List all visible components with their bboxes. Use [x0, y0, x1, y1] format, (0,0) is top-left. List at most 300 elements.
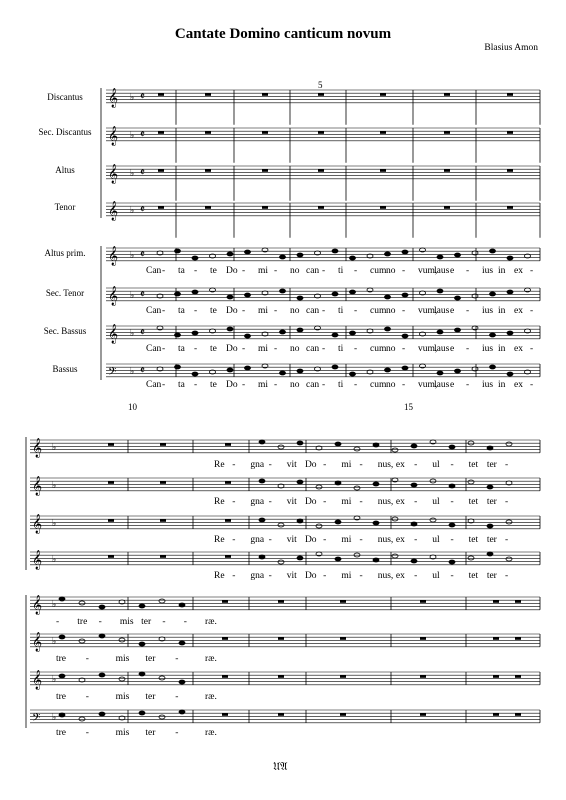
- note-sys1-6-16: [437, 330, 443, 334]
- lyric-sys2-v2-16: -: [505, 535, 509, 545]
- note-sys1-6-14: [402, 334, 408, 338]
- lyric-sys1-v3-0: Can: [146, 380, 162, 390]
- rest-sys1-0-3: [318, 93, 324, 96]
- note-sys2-2-12: [487, 524, 493, 528]
- rest-sys3-0-5: [515, 600, 521, 603]
- lyric-sys2-v2-13: -: [450, 535, 454, 545]
- note-sys1-6-1: [175, 333, 181, 337]
- lyric-sys1-v1-4: te: [210, 306, 217, 316]
- lyric-sys2-v3-3: -: [268, 571, 272, 581]
- note-sys2-0-10: [449, 445, 455, 449]
- time-sig-sys1-3: 𝄵: [140, 203, 145, 216]
- rest-sys1-3-0: [158, 206, 164, 209]
- lyric-sys1-v1-1: -: [162, 306, 166, 316]
- lyric-sys1-v1-12: ti: [338, 306, 344, 316]
- key-flat-sys3-3: ♭: [52, 713, 57, 723]
- rest-sys1-2-6: [507, 169, 513, 172]
- lyric-sys1-v0-11: -: [322, 266, 326, 276]
- lyric-sys2-v2-5: Do: [304, 535, 317, 545]
- clef-sys3-2: 𝄞: [32, 670, 43, 690]
- lyric-sys1-v0-15: no: [386, 266, 396, 276]
- rest-sys3-1-0: [222, 637, 228, 640]
- rest-sys1-0-0: [158, 93, 164, 96]
- rest-sys3-0-3: [420, 600, 426, 603]
- note-sys1-7-4: [227, 368, 233, 372]
- lyric-sys1-v3-22: in: [498, 380, 506, 390]
- note-sys1-5-13: [385, 295, 391, 299]
- lyric-sys2-v0-2: gna: [250, 460, 265, 470]
- note-sys3-3-1: [79, 717, 85, 721]
- rest-sys3-2-3: [420, 675, 426, 678]
- staff-sys1-3: [106, 203, 540, 216]
- rest-sys2-0-2: [225, 443, 231, 446]
- note-sys1-5-17: [455, 296, 461, 300]
- lyric-sys2-v2-3: -: [268, 535, 272, 545]
- rest-sys2-0-0: [108, 443, 114, 446]
- composer-name: Blasius Amon: [484, 43, 538, 53]
- lyric-sys1-v2-9: no: [290, 344, 300, 354]
- staff-sys1-7: [106, 364, 540, 377]
- staff-sys1-1: [106, 128, 540, 141]
- rest-sys3-0-0: [222, 600, 228, 603]
- lyric-sys2-v3-1: -: [232, 571, 236, 581]
- lyric-sys3-v0-4: ter: [141, 617, 152, 627]
- note-sys2-3-0: [259, 555, 265, 559]
- time-sig-sys1-5: 𝄵: [140, 288, 145, 301]
- rest-sys1-2-2: [262, 169, 268, 172]
- key-flat-sys2-3: ♭: [52, 555, 57, 565]
- lyric-sys3-v0-0: -: [56, 617, 60, 627]
- lyric-sys2-v2-6: -: [323, 535, 327, 545]
- clef-sys2-1: 𝄞: [32, 476, 43, 496]
- rest-sys1-3-2: [262, 206, 268, 209]
- lyric-sys1-v0-7: mi: [258, 266, 269, 276]
- note-sys1-6-17: [455, 328, 461, 332]
- lyric-sys2-v1-5: Do: [304, 497, 317, 507]
- rest-sys2-1-2: [225, 481, 231, 484]
- lyric-sys1-v1-16: -: [402, 306, 406, 316]
- rest-sys1-2-0: [158, 169, 164, 172]
- note-sys3-2-5: [159, 676, 165, 680]
- lyric-sys2-v0-10: ex: [395, 460, 405, 470]
- voice-label-altus-prim: Altus prim.: [44, 248, 86, 258]
- rest-sys2-2-0: [108, 519, 114, 522]
- lyric-sys1-v1-5: Do: [226, 306, 238, 316]
- note-sys3-2-2: [99, 673, 105, 677]
- lyric-sys1-v1-6: -: [242, 306, 246, 316]
- note-sys2-1-10: [449, 484, 455, 488]
- lyric-sys3-v0-7: ræ.: [205, 617, 217, 627]
- staff-sys1-6: [106, 326, 540, 339]
- lyric-sys1-v1-7: mi: [258, 306, 269, 316]
- publisher-logo-text: 𝔘𝔄: [273, 760, 288, 773]
- rest-sys3-2-5: [515, 675, 521, 678]
- lyric-sys1-v0-24: -: [530, 266, 534, 276]
- clef-sys2-2: 𝄞: [32, 514, 43, 534]
- rest-sys3-3-5: [515, 713, 521, 716]
- voice-label-sec-tenor: Sec. Tenor: [45, 288, 85, 298]
- note-sys2-3-1: [278, 560, 284, 564]
- note-sys1-5-8: [297, 296, 303, 300]
- lyric-sys1-v1-8: -: [274, 306, 278, 316]
- key-flat-sys1-2: ♭: [130, 169, 135, 179]
- lyric-sys1-v1-17: vum,: [418, 306, 438, 316]
- rest-sys3-0-4: [493, 600, 499, 603]
- note-sys3-0-2: [99, 605, 105, 609]
- lyric-sys1-v2-22: in: [498, 344, 506, 354]
- note-sys2-1-2: [297, 480, 303, 484]
- lyric-sys1-v1-20: -: [466, 306, 470, 316]
- rest-sys3-2-1: [278, 675, 284, 678]
- note-sys2-2-0: [259, 518, 265, 522]
- clef-sys1-6: 𝄞: [108, 324, 119, 344]
- lyric-sys1-v1-19: e: [450, 306, 455, 316]
- note-sys1-6-8: [297, 328, 303, 332]
- lyric-sys1-v2-21: ius: [482, 344, 494, 354]
- lyric-sys2-v3-15: ter: [486, 571, 497, 581]
- lyric-sys3-v1-5: ræ.: [205, 654, 217, 664]
- lyric-sys1-v2-3: -: [194, 344, 198, 354]
- lyric-sys1-v0-0: Can: [146, 266, 162, 276]
- lyric-sys1-v0-16: -: [402, 266, 406, 276]
- lyric-sys2-v1-6: -: [323, 497, 327, 507]
- lyric-sys1-v2-12: ti: [338, 344, 344, 354]
- measure-number-5: 5: [318, 80, 323, 90]
- lyric-sys2-v3-7: mi: [341, 571, 352, 581]
- rest-sys3-2-4: [493, 675, 499, 678]
- lyric-sys1-v3-15: no: [386, 380, 396, 390]
- lyric-sys3-v3-4: -: [175, 728, 179, 738]
- note-sys2-0-2: [297, 441, 303, 445]
- lyric-sys1-v1-14: cum: [370, 306, 387, 316]
- note-sys3-0-4: [139, 604, 145, 608]
- lyric-sys1-v3-5: Do: [226, 380, 238, 390]
- lyric-sys1-v3-24: -: [530, 380, 534, 390]
- clef-sys2-0: 𝄞: [32, 438, 43, 458]
- note-sys1-5-2: [192, 290, 198, 294]
- note-sys2-2-3: [316, 524, 322, 528]
- lyric-sys2-v0-6: -: [323, 460, 327, 470]
- lyric-sys2-v2-14: tet: [468, 535, 479, 545]
- note-sys3-1-3: [119, 638, 125, 642]
- lyric-sys2-v0-3: -: [268, 460, 272, 470]
- note-sys3-1-2: [99, 634, 105, 638]
- note-sys3-3-0: [59, 713, 65, 717]
- rest-sys1-0-1: [205, 93, 211, 96]
- note-sys2-3-2: [297, 556, 303, 560]
- rest-sys2-2-2: [225, 519, 231, 522]
- time-sig-sys1-1: 𝄵: [140, 128, 145, 141]
- note-sys2-0-7: [392, 448, 398, 452]
- lyric-sys3-v1-3: ter: [145, 654, 156, 664]
- rest-sys1-0-6: [507, 93, 513, 96]
- lyric-sys3-v3-0: tre: [56, 728, 67, 738]
- voice-label-altus: Altus: [55, 165, 75, 175]
- clef-sys1-2: 𝄞: [108, 164, 119, 184]
- note-sys3-0-6: [179, 603, 185, 607]
- voice-label-sec-discantus: Sec. Discantus: [38, 127, 92, 137]
- publisher-logo: [273, 760, 287, 774]
- note-sys1-6-20: [507, 331, 513, 335]
- lyric-sys1-v1-15: no: [386, 306, 396, 316]
- staff-sys1-2: [106, 166, 540, 179]
- note-sys1-7-7: [280, 371, 286, 375]
- lyric-sys2-v2-10: ex: [395, 535, 405, 545]
- note-sys2-0-13: [506, 442, 512, 446]
- note-sys1-5-16: [437, 289, 443, 293]
- note-sys2-2-13: [506, 520, 512, 524]
- lyric-sys1-v1-3: -: [194, 306, 198, 316]
- rest-sys3-1-1: [278, 637, 284, 640]
- measure-number-15: 15: [404, 402, 413, 412]
- note-sys3-1-6: [179, 641, 185, 645]
- note-sys1-4-17: [455, 253, 461, 257]
- lyric-sys3-v3-2: mis: [115, 728, 130, 738]
- note-sys1-7-10: [332, 365, 338, 369]
- lyric-sys1-v0-23: ex: [514, 266, 523, 276]
- rest-sys1-3-5: [444, 206, 450, 209]
- rest-sys2-1-0: [108, 481, 114, 484]
- note-sys2-0-8: [411, 444, 417, 448]
- lyric-sys2-v1-10: ex: [395, 497, 405, 507]
- rest-sys1-1-4: [380, 131, 386, 134]
- lyric-sys1-v0-13: -: [354, 266, 358, 276]
- lyric-sys3-v0-6: -: [183, 617, 187, 627]
- lyric-sys1-v2-17: vum,: [418, 344, 438, 354]
- note-sys1-7-5: [245, 366, 251, 370]
- lyric-sys1-v2-13: -: [354, 344, 358, 354]
- note-sys1-6-10: [332, 333, 338, 337]
- note-sys2-1-12: [487, 485, 493, 489]
- time-sig-sys1-4: 𝄵: [140, 248, 145, 261]
- note-sys3-2-3: [119, 677, 125, 681]
- lyric-sys1-v3-20: -: [466, 380, 470, 390]
- note-sys1-7-2: [192, 372, 198, 376]
- staff-sys3-0: [30, 597, 540, 610]
- rest-sys3-3-1: [278, 713, 284, 716]
- rest-sys1-2-4: [380, 169, 386, 172]
- note-sys3-1-4: [139, 642, 145, 646]
- lyric-sys2-v1-2: gna: [250, 497, 265, 507]
- lyric-sys1-v0-4: te: [210, 266, 217, 276]
- lyric-sys2-v2-11: -: [414, 535, 418, 545]
- lyric-sys2-v2-1: -: [232, 535, 236, 545]
- staff-sys2-2: [30, 516, 540, 529]
- note-sys3-1-1: [79, 639, 85, 643]
- rest-sys1-1-5: [444, 131, 450, 134]
- note-sys1-7-16: [437, 371, 443, 375]
- lyric-sys1-v3-17: vum,: [418, 380, 438, 390]
- lyric-sys1-v2-6: -: [242, 344, 246, 354]
- voice-label-bassus: Bassus: [52, 364, 78, 374]
- lyric-sys2-v1-16: -: [505, 497, 509, 507]
- rest-sys2-3-0: [108, 555, 114, 558]
- lyric-sys3-v1-0: tre: [56, 654, 67, 664]
- note-sys2-3-4: [335, 557, 341, 561]
- rest-sys2-0-1: [160, 443, 166, 446]
- note-sys2-2-8: [411, 522, 417, 526]
- key-flat-sys1-6: ♭: [130, 329, 135, 339]
- note-sys1-5-7: [280, 289, 286, 293]
- rest-sys1-1-1: [205, 131, 211, 134]
- rest-sys1-3-6: [507, 206, 513, 209]
- clef-sys1-1: 𝄞: [108, 126, 119, 146]
- note-sys2-1-8: [411, 483, 417, 487]
- note-sys3-2-0: [59, 674, 65, 678]
- lyric-sys1-v1-13: -: [354, 306, 358, 316]
- lyric-sys2-v2-7: mi: [341, 535, 352, 545]
- note-sys1-7-17: [455, 369, 461, 373]
- note-sys1-6-11: [350, 331, 356, 335]
- note-sys1-5-11: [350, 290, 356, 294]
- lyric-sys1-v2-0: Can: [146, 344, 162, 354]
- lyric-sys2-v0-4: vit: [286, 460, 297, 470]
- note-sys2-1-11: [468, 480, 474, 484]
- lyric-sys1-v0-2: ta: [178, 266, 185, 276]
- rest-sys1-1-3: [318, 131, 324, 134]
- piece-title: Cantate Domino canticum novum: [174, 26, 392, 42]
- note-sys1-4-20: [507, 256, 513, 260]
- note-sys1-4-2: [192, 256, 198, 260]
- measure-number-10: 10: [128, 402, 137, 412]
- lyric-sys1-v2-10: can: [306, 344, 320, 354]
- lyric-sys2-v0-1: -: [232, 460, 236, 470]
- note-sys3-1-0: [59, 635, 65, 639]
- rest-sys3-0-1: [278, 600, 284, 603]
- lyric-sys1-v0-14: cum: [370, 266, 387, 276]
- lyric-sys3-v3-5: ræ.: [205, 728, 217, 738]
- note-sys3-0-5: [159, 599, 165, 603]
- lyric-sys2-v1-12: ul: [432, 497, 440, 507]
- clef-sys1-4: 𝄞: [108, 246, 119, 266]
- note-sys1-5-1: [175, 292, 181, 296]
- lyric-sys1-v0-3: -: [194, 266, 198, 276]
- note-sys3-3-6: [179, 710, 185, 714]
- staff-sys2-0: [30, 440, 540, 453]
- lyric-sys1-v0-12: ti: [338, 266, 344, 276]
- lyric-sys1-v1-2: ta: [178, 306, 185, 316]
- lyric-sys1-v3-4: te: [210, 380, 217, 390]
- rest-sys1-2-1: [205, 169, 211, 172]
- lyric-sys2-v0-8: -: [359, 460, 363, 470]
- lyric-sys3-v3-3: ter: [145, 728, 156, 738]
- lyric-sys1-v3-7: mi: [258, 380, 269, 390]
- lyric-sys2-v3-10: ex: [395, 571, 405, 581]
- lyric-sys2-v1-8: -: [359, 497, 363, 507]
- lyric-sys2-v0-7: mi: [341, 460, 352, 470]
- lyric-sys2-v3-8: -: [359, 571, 363, 581]
- note-sys1-7-11: [350, 372, 356, 376]
- lyric-sys2-v1-7: mi: [341, 497, 352, 507]
- rest-sys3-3-2: [340, 713, 346, 716]
- lyric-sys1-v2-24: -: [530, 344, 534, 354]
- lyric-sys1-v3-11: -: [322, 380, 326, 390]
- note-sys2-0-0: [259, 440, 265, 444]
- lyric-sys1-v2-5: Do: [226, 344, 238, 354]
- rest-sys3-1-4: [493, 637, 499, 640]
- note-sys1-6-7: [280, 330, 286, 334]
- lyric-sys3-v2-1: -: [85, 692, 89, 702]
- staff-sys3-1: [30, 634, 540, 647]
- lyric-sys1-v2-15: no: [386, 344, 396, 354]
- lyric-sys1-v3-23: ex: [514, 380, 523, 390]
- lyric-sys1-v3-3: -: [194, 380, 198, 390]
- lyric-sys2-v2-2: gna: [250, 535, 265, 545]
- note-sys2-1-6: [373, 482, 379, 486]
- lyric-sys3-v1-1: -: [85, 654, 89, 664]
- note-sys1-7-8: [297, 369, 303, 373]
- lyric-sys3-v2-3: ter: [145, 692, 156, 702]
- lyric-sys1-v2-14: cum: [370, 344, 387, 354]
- note-sys2-2-9: [430, 518, 436, 522]
- lyric-sys2-v1-11: -: [414, 497, 418, 507]
- lyric-sys1-v2-11: -: [322, 344, 326, 354]
- lyric-sys2-v3-4: vit: [286, 571, 297, 581]
- key-flat-sys2-2: ♭: [52, 519, 57, 529]
- lyric-sys2-v3-0: Re: [214, 571, 225, 581]
- note-sys2-2-1: [278, 523, 284, 527]
- time-sig-sys1-2: 𝄵: [140, 166, 145, 179]
- lyric-sys2-v1-4: vit: [286, 497, 297, 507]
- lyric-sys3-v2-2: mis: [115, 692, 130, 702]
- rest-sys1-0-5: [444, 93, 450, 96]
- note-sys1-6-19: [490, 333, 496, 337]
- note-sys1-5-5: [245, 293, 251, 297]
- key-flat-sys1-7: ♭: [130, 367, 135, 377]
- clef-sys1-7: 𝄢: [108, 366, 117, 381]
- note-sys1-4-8: [297, 253, 303, 257]
- note-sys1-4-1: [175, 249, 181, 253]
- note-sys1-4-7: [280, 255, 286, 259]
- voice-label-tenor: Tenor: [54, 202, 76, 212]
- note-sys2-2-4: [335, 520, 341, 524]
- lyric-sys1-v0-6: -: [242, 266, 246, 276]
- note-sys1-4-19: [490, 249, 496, 253]
- lyric-sys2-v2-15: ter: [486, 535, 497, 545]
- staff-sys3-2: [30, 672, 540, 685]
- key-flat-sys2-1: ♭: [52, 481, 57, 491]
- lyric-sys1-v2-18: laus: [434, 344, 450, 354]
- lyric-sys1-v3-6: -: [242, 380, 246, 390]
- note-sys1-6-5: [245, 334, 251, 338]
- lyric-sys1-v3-9: no: [290, 380, 300, 390]
- note-sys1-4-16: [437, 255, 443, 259]
- clef-sys1-3: 𝄞: [108, 201, 119, 221]
- lyric-sys2-v0-14: tet: [468, 460, 479, 470]
- lyric-sys2-v3-2: gna: [250, 571, 265, 581]
- lyric-sys1-v1-21: ius: [482, 306, 494, 316]
- note-sys2-0-5: [354, 447, 360, 451]
- lyric-sys3-v3-1: -: [85, 728, 89, 738]
- note-sys3-3-5: [159, 715, 165, 719]
- time-sig-sys1-0: 𝄵: [140, 90, 145, 103]
- note-sys1-4-13: [385, 252, 391, 256]
- note-sys3-3-2: [99, 712, 105, 716]
- time-sig-sys1-6: 𝄵: [140, 326, 145, 339]
- lyric-sys1-v0-10: can: [306, 266, 320, 276]
- key-flat-sys3-0: ♭: [52, 600, 57, 610]
- lyric-sys1-v1-10: can: [306, 306, 320, 316]
- staff-sys1-0: [106, 90, 540, 103]
- note-sys2-3-6: [373, 558, 379, 562]
- lyric-sys1-v1-23: ex: [514, 306, 523, 316]
- rest-sys1-0-2: [262, 93, 268, 96]
- lyric-sys2-v3-13: -: [450, 571, 454, 581]
- lyric-sys2-v0-15: ter: [486, 460, 497, 470]
- clef-sys3-3: 𝄢: [32, 712, 41, 727]
- rest-sys1-2-5: [444, 169, 450, 172]
- lyric-sys1-v0-22: in: [498, 266, 506, 276]
